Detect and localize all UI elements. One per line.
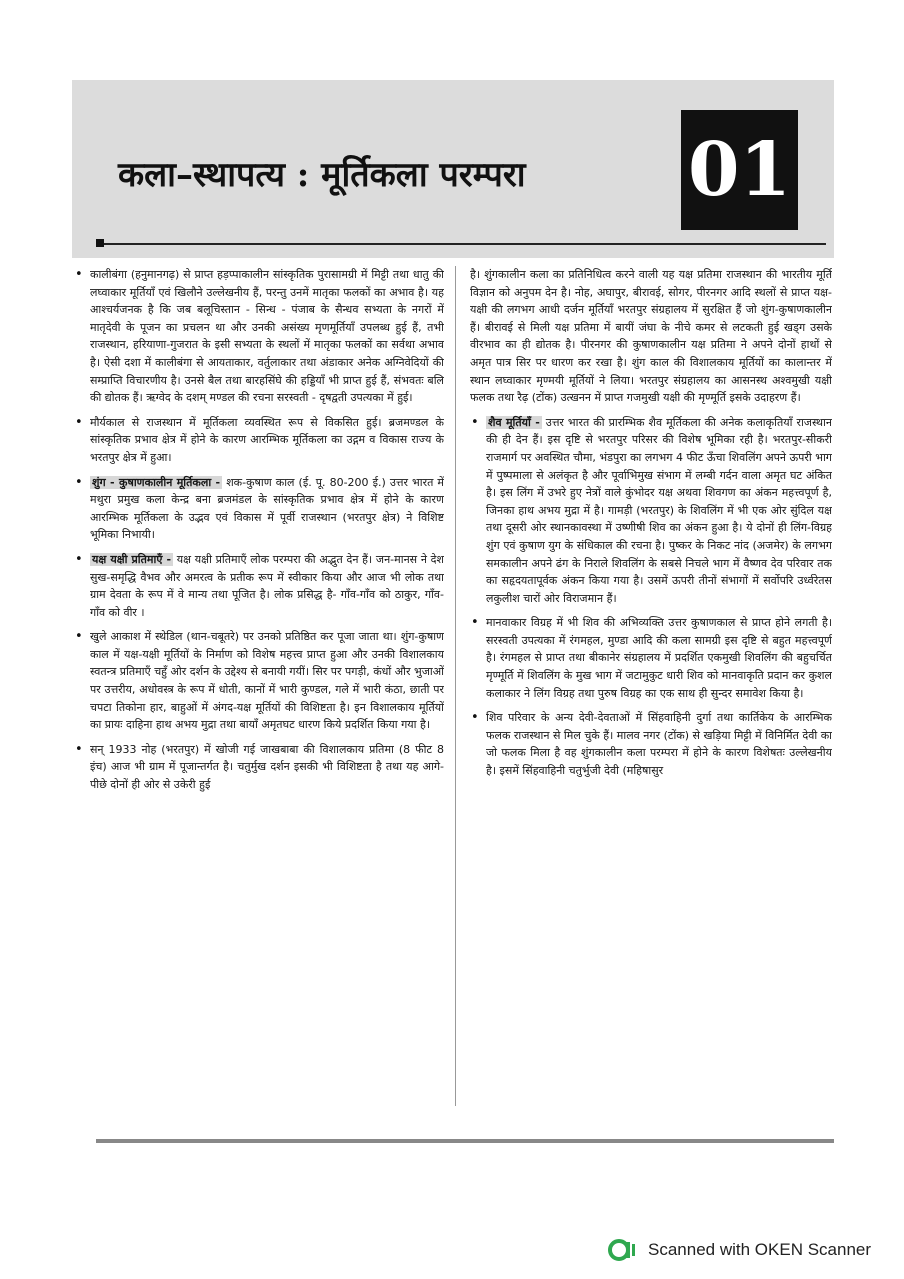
paragraph-text: शिव परिवार के अन्य देवी-देवताओं में सिंहवाहिनी दुर्गा तथा कार्तिकेय के आरम्भिक फलक राजस्थान से मिल चुके हैं। मालव नगर (टोंक) से खड़िया मिट्टी में विनिर्मित देवी का जो फलक मिला है वह शुंगकालीन कला परम्परा में होने के कारण विशेषतः उल्लेखनीय है। इसमें सिंहवाहिनी चतुर्भुजी देवी (महिषासुर	[486, 711, 832, 778]
paragraph-manavakar	[470, 614, 832, 702]
paragraph-text: है। शुंगकालीन कला का प्रतिनिधित्व करने वाली यह यक्ष प्रतिमा राजस्थान की भारतीय मूर्ति विज्ञान को अनुपम देन है। नोह, अघापुर, बीरावई, सोगर, पीरनगर आदि स्थलों से प्राप्त यक्ष-यक्षी की लगभग आधी दर्जन मूर्तियाँ भरतपुर संग्रहालय में सुरक्षित हैं जो शुंग-कुषाणकालीन हैं। बीरावई से मिली यक्ष प्रतिमा में बायीं जंघा के नीचे कमर से लटकती हुई खड्ग उसके वीरभाव का ही द्योतक है। पीरनगर की कुषाणकालीन यक्ष प्रतिमा ने अपने दोनों हाथों से अमृत पात्र सिर पर धारण कर रखा है। शुंग काल की विशालकाय मूर्तियों का कालान्तर में स्थान लघ्वाकार मृण्मयी मूर्तियों ने लिया। भरतपुर संग्रहालय का आसनस्थ अश्वमुखी यक्षी फलक तथा रैढ़ (टोंक) उत्खनन में प्राप्त गजमुखी यक्षी की मृण्मूर्ति इसके उदाहरण हैं।	[470, 268, 832, 405]
header-rule-marker	[96, 239, 104, 247]
chapter-number: 01	[688, 127, 791, 213]
column-divider	[455, 266, 456, 1106]
paragraph-maurya	[74, 414, 444, 467]
paragraph-text: मानवाकार विग्रह में भी शिव की अभिव्यक्ति उत्तर कुषाणकाल से प्राप्त होने लगती है। सरस्वती उपत्यका में रंगमहल, मुण्डा आदि की कला सामग्री इस दृष्टि से बहुत महत्त्वपूर्ण है। रंगमहल से प्राप्त तथा बीकानेर संग्रहालय में प्रदर्शित एकमुखी शिवलिंग की बहुचर्चित मृण्मूर्ति में शिवलिंग के मुख भाग में जटामुकुट धारी शिव को मानवाकृति प्रदान कर कुशल कलाकार ने लिंग विग्रह तथा पुरुष विग्रह का एक साथ ही सुन्दर समावेश किया है।	[486, 616, 832, 700]
paragraph-text: शक-कुषाण काल (ई. पू. 80-200 ई.) उत्तर भारत में मथुरा प्रमुख कला केन्द्र बना ब्रजमंडल के सांस्कृतिक प्रभाव क्षेत्र में होने के कारण आरम्भिक मूर्तिकला के उद्भव एवं विकास में पूर्वी राजस्थान (भरतपुर क्षेत्र) ने विशिष्ट भूमिका निभायी।	[90, 475, 444, 542]
scanner-watermark	[608, 1236, 893, 1264]
paragraph-jakhbaba	[74, 741, 444, 794]
paragraph-continued	[470, 266, 832, 407]
chapter-title: कला–स्थापत्य : मूर्तिकला परम्परा	[118, 155, 526, 195]
section-heading: यक्ष यक्षी प्रतिमाएँ -	[92, 552, 172, 566]
paragraph-text: उत्तर भारत की प्रारम्भिक शैव मूर्तिकला की अनेक कलाकृतियाँ राजस्थान की ही देन हैं। इस दृष्टि से भरतपुर परिसर की विशेष भूमिका रही है। भरतपुर-सीकरी राजमार्ग पर अवस्थित चौमा, भंडपुरा का लगभग 4 फीट ऊँचा शिवलिंग अपने ऊपरी भाग में पुष्पमाला से अलंकृत है और पूर्वाभिमुख संभाग में लम्बी गर्दन वाला अमृत घट अंकित है। इस लिंग में उभरे हुए नेत्रों वाले कुंभोदर यक्ष अथवा शिवगण का अंकन महत्त्वपूर्ण है, जिनका हाथ अभय मुद्रा में है। गामड़ी (भरतपुर) के शिवलिंग में भी एक ओर सुंदिल यक्ष तथा दूसरी ओर स्थानकावस्था में उष्णीषी शिव का अंकन हुआ है। ये दोनों ही लिंग-विग्रह शुंग एवं कुषाण युग के संधिकाल की रचना है। पुष्कर के निकट नांद (अजमेर) के लगभग समकालीन अपने ढंग के निराले शिवलिंग के सबसे निचले भाग में वैष्णव देव परिवार तक का सहृदयतापूर्वक अंकन किया गया है। उसमें ऊपरी तीनों संभागों में सर्वोपरि उर्ध्वरेतस लकुलीश चारों ओर विराजमान हैं।	[486, 415, 832, 605]
oken-scanner-logo-icon	[608, 1238, 640, 1262]
paragraph-text: कालीबंगा (हनुमानगढ़) से प्राप्त हड़प्पाकालीन सांस्कृतिक पुरासामग्री में मिट्टी तथा धातु की लघ्वाकार मूर्तियाँ एवं खिलौने उल्लेखनीय हैं, परन्तु उनमें मातृका फलकों का अभाव है। यह आश्चर्यजनक है कि जब बलूचिस्तान - सिन्ध - पंजाब के सैन्धव सभ्यता के नगरों में मातृदेवी के पूजन का प्रचलन था और उनकी असंख्य मृणमूर्तियाँ उपलब्ध हुई हैं, तभी राजस्थान, हरियाणा-गुजरात के इसी सभ्यता के स्थलों में मातृका फलकों का सर्वथा अभाव है। ऐसी दशा में कालीबंगा से आयताकार, वर्तुलाकार तथा अंडाकार अनेक अग्निवेदियों की सम्प्राप्ति विचारणीय है। उनसे बैल तथा बारहसिंघे की हड्डियाँ भी प्राप्त हुई हैं, संभवतः बलि की द्योतक हैं। ऋग्वेद के दशम् मण्डल की रचना सरस्वती - दृषद्वती उपत्यका में हुई।	[90, 268, 444, 405]
paragraph-shiva-parivar	[470, 709, 832, 779]
paragraph-text: मौर्यकाल से राजस्थान में मूर्तिकला व्यवस्थित रूप से विकसित हुई। ब्रजमण्डल के सांस्कृतिक प्रभाव क्षेत्र में होने के कारण आरम्भिक मूर्तिकला का उद्गम व विकास राज्य के भरतपुर क्षेत्र में हुआ।	[90, 415, 444, 464]
paragraph-sthandil	[74, 628, 444, 734]
right-column	[470, 266, 832, 1120]
paragraph-text: यक्ष यक्षी प्रतिमाएँ लोक परम्परा की अद्भुत देन हैं। जन-मानस ने देश सुख-समृद्धि वैभव और अमरत्व के प्रतीक रूप में स्वीकार किया और आज भी लोक तथा ग्राम देवता के रूप में वे मान्य तथा पूजित है। लोक प्रसिद्ध है- गाँव-गाँव को ठाकुर, गाँव-गाँव को वीर ।	[90, 552, 444, 619]
paragraph-shunga-kushan	[74, 474, 444, 544]
paragraph-yaksha	[74, 551, 444, 621]
footer-rule	[96, 1139, 834, 1143]
paragraph-shaiva	[470, 414, 832, 608]
scanner-text: Scanned with OKEN Scanner	[648, 1240, 872, 1259]
section-heading: शुंग - कुषाणकालीन मूर्तिकला -	[92, 475, 221, 489]
section-heading: शैव मूर्तियाँ -	[488, 415, 540, 429]
paragraph-kalibanga	[74, 266, 444, 407]
chapter-number-box	[681, 110, 798, 230]
header-rule	[96, 243, 826, 245]
paragraph-text: सन् 1933 नोह (भरतपुर) में खोजी गई जाखबाबा की विशालकाय प्रतिमा (8 फीट 8 इंच) आज भी ग्राम में पूजान्तर्गत है। चतुर्मुख दर्शन इसकी भी विशिष्टता है तथा यह आगे-पीछे दोनों ही ओर से उकेरी हुई	[90, 742, 444, 792]
paragraph-text: खुले आकाश में स्थेडिल (थान-चबूतरे) पर उनको प्रतिष्ठित कर पूजा जाता था। शुंग-कुषाण काल में यक्ष-यक्षी मूर्तियों के निर्माण को विशेष महत्त्व प्राप्त हुआ और उनकी विशालकाय स्वतन्त्र प्रतिमाएँ चहुँ ओर दर्शन के उद्देश्य से बनायी गयीं। सिर पर पगड़ी, कंधों और भुजाओं पर उत्तरीय, अधोवस्त्र के रूप में धोती, कानों में भारी कुण्डल, गले में भारी कंठा, छाती पर चपटा तिकोना हार, बाहुओं में अंगद-यक्ष मूर्तियों की विशिष्टता है। इन विशालकाय मूर्तियों का प्रायः दाहिना हाथ अभय मुद्रा तथा बायाँ अमृतघट धारण किये प्रदर्शित किया गया है।	[90, 630, 444, 732]
left-column	[74, 266, 444, 1120]
